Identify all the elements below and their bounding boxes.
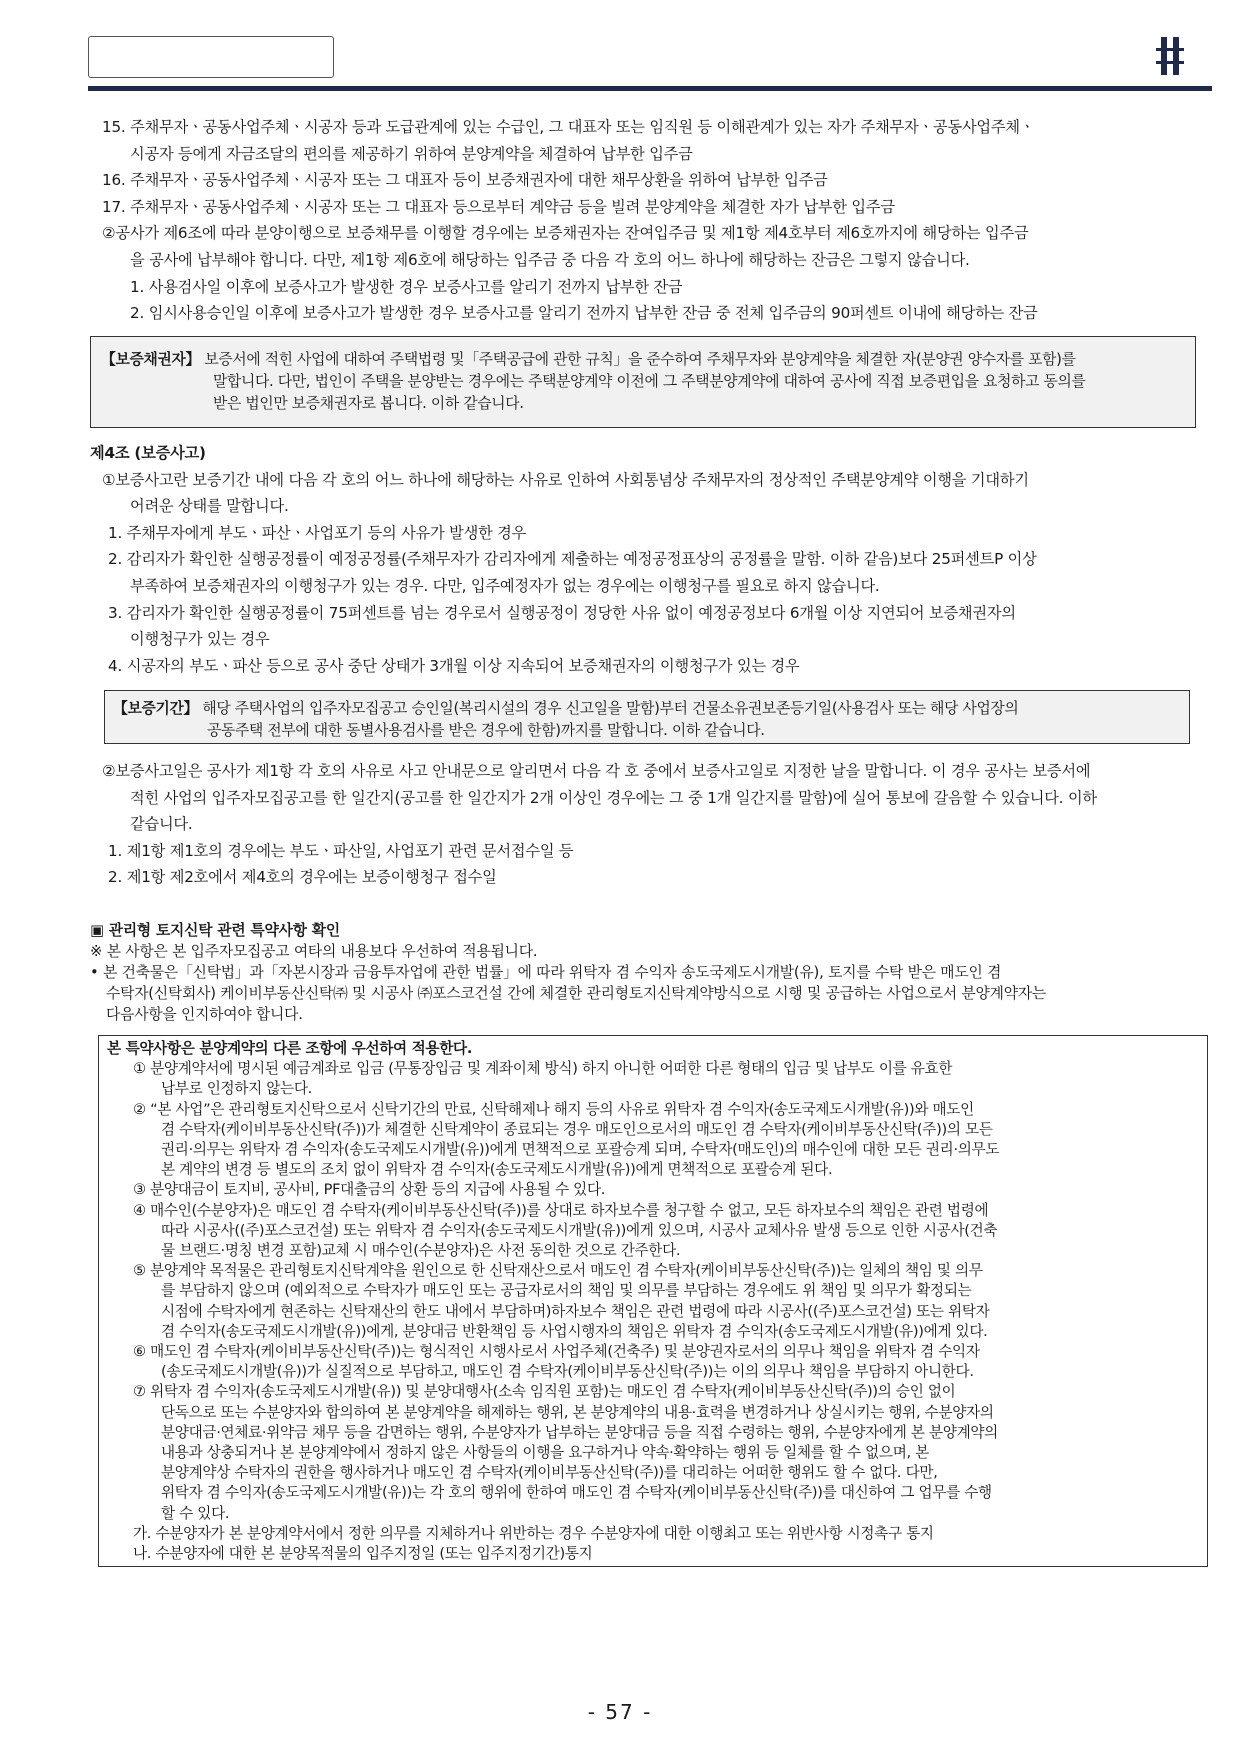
article-title: 제4조 (보증사고) [90, 444, 206, 462]
text-line: 1. 사용검사일 이후에 보증사고가 발생한 경우 보증사고를 알리기 전까지 납부한 잔금 [130, 277, 683, 296]
special-term-line: 단독으로 또는 수분양자와 합의하여 본 분양계약을 해제하는 행위, 본 분양계약의 내용·효력을 변경하거나 상실시키는 행위, 수분양자의 [161, 1403, 994, 1421]
special-term-line: 겸 수탁자(케이비부동산신탁(주))가 체결한 신탁계약이 종료되는 경우 매도인으로서의 매도인 겸 수탁자(케이비부동산신탁(주))의 모든 [161, 1120, 993, 1138]
text-line: 을 공사에 납부해야 합니다. 다만, 제1항 제6호에 해당하는 입주금 중 다음 각 호의 어느 하나에 해당하는 잔금은 그렇지 않습니다. [130, 250, 970, 269]
text-line: • 본 건축물은「신탁법」과「자본시장과 금융투자업에 관한 법률」에 따라 위탁자 겸 수익자 송도국제도시개발(유), 토지를 수탁 받은 매도인 겸 [90, 964, 1002, 981]
special-terms-box [98, 1035, 1208, 1567]
special-term-line: ③ 분양대금이 토지비, 공사비, PF대출금의 상환 등의 지급에 사용될 수 있다. [133, 1181, 606, 1199]
box-text: 말합니다. 다만, 법인이 주택을 분양받는 경우에는 주택분양계약 이전에 그 주택분양계약에 대하여 공사에 직접 보증편입을 요청하고 동의를 [213, 373, 1086, 390]
special-term-line: ④ 매수인(수분양자)은 매도인 겸 수탁자(케이비부동산신탁(주))를 상대로 하자보수를 청구할 수 없고, 모든 하자보수의 책임은 관련 법령에 [133, 1201, 989, 1219]
text-line: 1. 제1항 제1호의 경우에는 부도ㆍ파산일, 사업포기 관련 문서접수일 등 [108, 841, 574, 860]
items-section-a [90, 114, 1210, 327]
special-term-line: ① 분양계약서에 명시된 예금계좌로 입금 (무통장입금 및 계좌이체 방식) 하지 아니한 어떠한 다른 형태의 입금 및 납부도 이를 유효한 [133, 1060, 953, 1078]
text-line: 1. 주채무자에게 부도ㆍ파산ㆍ사업포기 등의 사유가 발생한 경우 [108, 523, 527, 542]
special-term-line: 시점에 수탁자에게 현존하는 신탁재산의 한도 내에서 부담하며)하자보수 책임은 관련 법령에 따라 시공사((주)포스코건설) 또는 위탁자 [161, 1302, 990, 1320]
text-line: 수탁자(신탁회사) 케이비부동산신탁㈜ 및 시공사 ㈜포스코건설 간에 체결한 관리형토지신탁계약방식으로 시행 및 공급하는 사업으로서 분양계약자는 [106, 985, 1047, 1002]
text-line: 이행청구가 있는 경우 [130, 630, 270, 649]
special-terms-list [107, 1059, 1197, 1564]
box-label: 【보증채권자】 [101, 351, 200, 368]
text-line: 2. 제1항 제2호에서 제4호의 경우에는 보증이행청구 접수일 [108, 868, 497, 887]
text-line: ②공사가 제6조에 따라 분양이행으로 보증채무를 이행할 경우에는 보증채권자는 잔여입주금 및 제1항 제4호부터 제6호까지에 해당하는 입주금 [102, 224, 1029, 243]
special-term-line: 권리·의무는 위탁자 겸 수익자(송도국제도시개발(유))에게 면책적으로 포괄승계 되며, 수탁자(매도인)의 매수인에 대한 모든 권리·의무도 [161, 1141, 1000, 1159]
text-line: 적힌 사업의 입주자모집공고를 한 일간지(공고를 한 일간지가 2개 이상인 경우에는 그 중 1개 일간지를 말함)에 실어 통보에 갈음할 수 있습니다. 이하 [130, 788, 1097, 807]
special-term-line: 나. 수분양자에 대한 본 분양목적물의 입주지정일 (또는 입주지정기간)통지 [133, 1545, 593, 1563]
header-blank-box [88, 36, 334, 78]
box-heading: 본 특약사항은 분양계약의 다른 조항에 우선하여 적용한다. [107, 1040, 473, 1057]
box-text: 받은 법인만 보증채권자로 봅니다. 이하 같습니다. [213, 395, 524, 412]
text-line: 15. 주채무자ㆍ공동사업주체ㆍ시공자 등과 도급관계에 있는 수급인, 그 대표자 또는 임직원 등 이해관계가 있는 자가 주채무자ㆍ공동사업주체ㆍ [102, 118, 1035, 136]
special-term-line: ⑥ 매도인 겸 수탁자(케이비부동산신탁(주))는 형식적인 시행사로서 사업주체(건축주) 및 분양권자로서의 의무나 책임을 위탁자 겸 수익자 [133, 1343, 980, 1361]
special-term-line: 위탁자 겸 수익자(송도국제도시개발(유))는 각 호의 행위에 한하여 매도인 겸 수탁자(케이비부동산신탁(주))를 대신하여 그 업무를 수행 [161, 1484, 992, 1502]
special-term-line: ⑤ 분양계약 목적물은 관리형토지신탁계약을 원인으로 한 신탁재산으로서 매도인 겸 수탁자(케이비부동산신탁(주))는 일체의 책임 및 의무 [133, 1262, 983, 1280]
text-line: 같습니다. [130, 815, 193, 834]
special-term-line: 가. 수분양자가 본 분양계약서에서 정한 의무를 지체하거나 위반하는 경우 수분양자에 대한 이행최고 또는 위반사항 시정촉구 통지 [133, 1524, 934, 1542]
special-term-line: ② “본 사업”은 관리형토지신탁으로서 신탁기간의 만료, 신탁해제나 해지 등의 사유로 위탁자 겸 수익자(송도국제도시개발(유))와 매도인 [133, 1100, 974, 1118]
text-line: ※ 본 사항은 본 입주자모집공고 여타의 내용보다 우선하여 적용됩니다. [90, 943, 538, 960]
special-term-line: 할 수 있다. [161, 1504, 230, 1522]
box-text: 보증서에 적힌 사업에 대하여 주택법령 및「주택공급에 관한 규칙」을 준수하여 주채무자와 분양계약을 체결한 자(분양권 양수자를 포함)를 [204, 351, 1076, 368]
text-line: 17. 주채무자ㆍ공동사업주체ㆍ시공자 또는 그 대표자 등으로부터 계약금 등을 빌려 분양계약을 체결한 자가 납부한 입주금 [102, 197, 895, 216]
special-term-line: 납부로 인정하지 않는다. [161, 1080, 312, 1098]
text-line: 16. 주채무자ㆍ공동사업주체ㆍ시공자 또는 그 대표자 등이 보증채권자에 대한 채무상환을 위하여 납부한 입주금 [102, 171, 828, 190]
text-line: 2. 감리자가 확인한 실행공정률이 예정공정률(주채무자가 감리자에게 제출하는 예정공정표상의 공정률을 말함. 이하 같음)보다 25퍼센트P 이상 [108, 550, 1037, 569]
special-term-line: 를 부담하지 않으며 (예외적으로 수탁자가 매도인 또는 공급자로서의 책임 및 의무를 부담하는 경우에도 위 책임 및 의무가 확정되는 [161, 1282, 972, 1300]
text-line: ②보증사고일은 공사가 제1항 각 호의 사유로 사고 안내문으로 알리면서 다음 각 호 중에서 보증사고일로 지정한 날을 말합니다. 이 경우 공사는 보증서에 [102, 762, 1091, 780]
article-4-section [90, 440, 1210, 679]
article-4-paragraph-2 [90, 758, 1210, 891]
special-term-line: 물 브랜드·명칭 변경 포함)교체 시 매수인(수분양자)은 사전 동의한 것으로 간주한다. [161, 1242, 681, 1260]
page-number: - 57 - [587, 1700, 653, 1724]
special-term-line: 분양대금·연체료·위약금 채무 등을 감면하는 행위, 수분양자가 납부하는 분양대금 등을 직접 수령하는 행위, 수분양자에게 본 분양계약의 [161, 1423, 998, 1441]
special-term-line: 본 계약의 변경 등 별도의 조치 없이 위탁자 겸 수익자(송도국제도시개발(유))에게 면책적으로 포괄승계 된다. [161, 1161, 833, 1179]
header-divider [88, 86, 1212, 91]
box-text: 해당 주택사업의 입주자모집공고 승인일(복리시설의 경우 신고일을 말함)부터 건물소유권보존등기일(사용검사 또는 해당 사업장의 [202, 700, 1019, 717]
special-term-line: 내용과 상충되거나 본 분양계약에서 정하지 않은 사항들의 이행을 요구하거나 약속·확약하는 행위 등 일체를 할 수 없으며, 본 [161, 1444, 929, 1462]
guarantee-creditor-box [90, 336, 1196, 428]
special-term-line: 분양계약상 수탁자의 권한을 행사하거나 매도인 겸 수탁자(케이비부동산신탁(주))를 대리하는 어떠한 행위도 할 수 없다. 다만, [161, 1464, 938, 1482]
guarantee-period-box [104, 690, 1190, 744]
text-line: ①보증사고란 보증기간 내에 다음 각 호의 어느 하나에 해당하는 사유로 인하여 사회통념상 주채무자의 정상적인 주택분양계약 이행을 기대하기 [102, 470, 1029, 489]
text-line: 부족하여 보증채권자의 이행청구가 있는 경우. 다만, 입주예정자가 없는 경우에는 이행청구를 필요로 하지 않습니다. [130, 576, 880, 595]
trust-notice-section [90, 920, 1210, 1025]
box-label: 【보증기간】 [113, 700, 198, 717]
special-term-line: ⑦ 위탁자 겸 수익자(송도국제도시개발(유)) 및 분양대행사(소속 임직원 포함)는 매도인 겸 수탁자(케이비부동산신탁(주))의 승인 없이 [133, 1383, 956, 1401]
text-line: 시공자 등에게 자금조달의 편의를 제공하기 위하여 분양계약을 체결하여 납부한 입주금 [130, 144, 693, 163]
hashtag-logo-icon [1128, 30, 1212, 82]
text-line: 3. 감리자가 확인한 실행공정률이 75퍼센트를 넘는 경우로서 실행공정이 정당한 사유 없이 예정공정보다 6개월 이상 지연되어 보증채권자의 [108, 603, 1016, 622]
text-line: 다음사항을 인지하여야 합니다. [106, 1006, 303, 1023]
box-text: 공동주택 전부에 대한 동별사용검사를 받은 경우에 한함)까지를 말합니다. 이하 같습니다. [207, 722, 765, 739]
text-line: 어려운 상태를 말합니다. [130, 497, 289, 516]
special-term-line: (송도국제도시개발(유))가 실질적으로 부담하고, 매도인 겸 수탁자(케이비부동산신탁(주))는 이의 의무나 책임을 부담하지 아니한다. [161, 1363, 974, 1381]
text-line: 4. 시공자의 부도ㆍ파산 등으로 공사 중단 상태가 3개월 이상 지속되어 보증채권자의 이행청구가 있는 경우 [108, 656, 800, 675]
special-term-line: 따라 시공사((주)포스코건설) 또는 위탁자 겸 수익자(송도국제도시개발(유))에게 있으며, 시공사 교체사유 발생 등으로 인한 시공사(건축 [161, 1221, 998, 1239]
special-term-line: 겸 수익자(송도국제도시개발(유))에게, 분양대금 반환책임 등 사업시행자의 책임은 위탁자 겸 수익자(송도국제도시개발(유))에게 있다. [161, 1322, 988, 1340]
text-line: 2. 임시사용승인일 이후에 보증사고가 발생한 경우 보증사고를 알리기 전까지 납부한 잔금 중 전체 입주금의 90퍼센트 이내에 해당하는 잔금 [130, 304, 1038, 323]
section-title: ▣ 관리형 토지신탁 관련 특약사항 확인 [90, 922, 340, 939]
